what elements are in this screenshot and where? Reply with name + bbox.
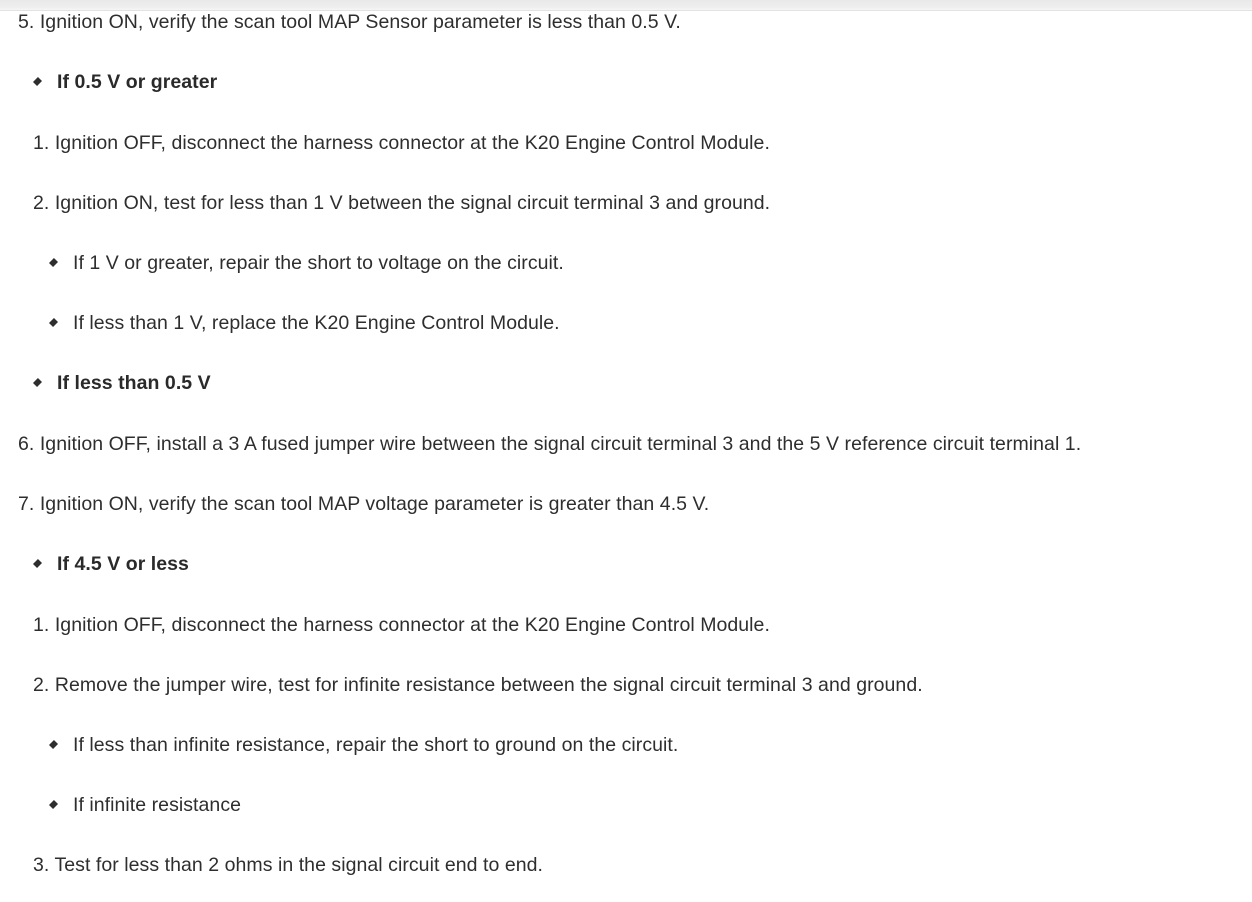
substep-1 bbox=[33, 613, 770, 637]
condition-item bbox=[33, 552, 189, 576]
condition-item bbox=[33, 70, 217, 94]
result-item bbox=[49, 793, 241, 817]
condition-text: If 4.5 V or less bbox=[57, 553, 189, 575]
condition-item bbox=[33, 371, 211, 395]
diamond-bullet-icon bbox=[49, 258, 59, 268]
substep-text: 1. Ignition OFF, disconnect the harness connector at the K20 Engine Control Module. bbox=[33, 132, 770, 154]
result-text: If infinite resistance bbox=[73, 794, 242, 816]
step-6 bbox=[18, 432, 1081, 456]
result-text: If less than 1 V, replace the K20 Engine Control Module. bbox=[73, 312, 560, 334]
substep-2 bbox=[33, 673, 923, 697]
condition-text: If less than 0.5 V bbox=[57, 372, 211, 394]
result-item bbox=[49, 733, 678, 757]
result-text: If 1 V or greater, repair the short to voltage on the circuit. bbox=[73, 252, 564, 274]
substep-2 bbox=[33, 191, 770, 215]
step-7 bbox=[18, 492, 709, 516]
result-text: If less than infinite resistance, repair the short to ground on the circuit. bbox=[73, 734, 679, 756]
step-text: 7. Ignition ON, verify the scan tool MAP voltage parameter is greater than 4.5 V. bbox=[18, 493, 710, 515]
substep-text: 1. Ignition OFF, disconnect the harness connector at the K20 Engine Control Module. bbox=[33, 614, 770, 636]
substep-text: 2. Ignition ON, test for less than 1 V between the signal circuit terminal 3 and ground. bbox=[33, 192, 771, 214]
diamond-bullet-icon bbox=[49, 800, 59, 810]
diamond-bullet-icon bbox=[33, 77, 43, 87]
step-text: 6. Ignition OFF, install a 3 A fused jumper wire between the signal circuit terminal 3 and the 5 V reference circuit terminal 1. bbox=[18, 433, 1082, 455]
diamond-bullet-icon bbox=[49, 740, 59, 750]
step-text: 5. Ignition ON, verify the scan tool MAP Sensor parameter is less than 0.5 V. bbox=[18, 11, 681, 33]
diamond-bullet-icon bbox=[33, 559, 43, 569]
step-5 bbox=[18, 10, 681, 34]
diamond-bullet-icon bbox=[33, 378, 43, 388]
result-item bbox=[49, 251, 564, 275]
substep-text: 2. Remove the jumper wire, test for infinite resistance between the signal circuit terminal 3 and ground. bbox=[33, 674, 923, 696]
condition-text: If 0.5 V or greater bbox=[57, 71, 218, 93]
diamond-bullet-icon bbox=[49, 318, 59, 328]
result-item bbox=[49, 311, 560, 335]
substep-text: 3. Test for less than 2 ohms in the signal circuit end to end. bbox=[33, 854, 544, 876]
substep-3 bbox=[33, 853, 543, 877]
substep-1 bbox=[33, 131, 770, 155]
